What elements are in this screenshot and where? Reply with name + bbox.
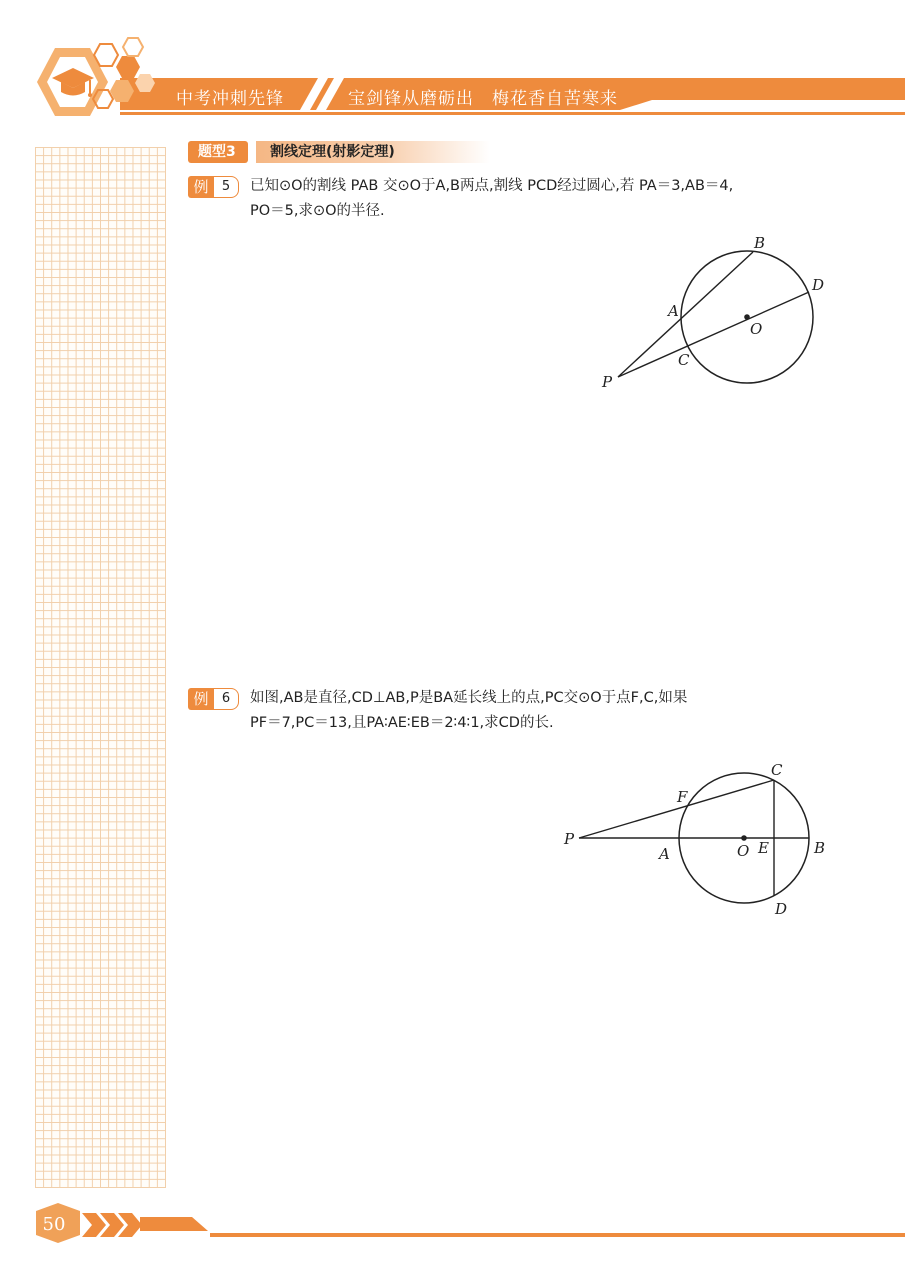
figure-example-6 <box>555 755 845 925</box>
figure-example-5 <box>590 228 840 398</box>
figure-label: F <box>677 788 688 806</box>
section-tag: 题型3 <box>188 141 248 163</box>
figure-label: B <box>754 234 766 252</box>
problem-line: 如图,AB是直径,CD⊥AB,P是BA延长线上的点,PC交⊙O于点F,C,如果 <box>250 690 688 706</box>
problem-line: PO＝5,求⊙O的半径. <box>250 203 385 219</box>
problem-line: PF＝7,PC＝13,且PA∶AE∶EB＝2∶4∶1,求CD的长. <box>250 715 554 731</box>
header-left-title: 中考冲刺先锋 <box>176 89 284 109</box>
example-label: 例 <box>188 176 214 198</box>
figure-label: C <box>678 351 690 369</box>
header-decoration <box>0 0 905 130</box>
figure-label: O <box>737 842 750 860</box>
figure-label: E <box>758 839 769 857</box>
header-right-title: 宝剑锋从磨砺出 梅花香自苦寒来 <box>348 89 618 109</box>
section-title: 割线定理(射影定理) <box>256 141 490 163</box>
graduation-cap-icon <box>50 64 96 104</box>
figure-label: P <box>602 373 613 391</box>
figure-label: P <box>564 830 575 848</box>
figure-label: D <box>775 900 788 918</box>
page-number: 50 <box>42 1214 66 1235</box>
figure-label: C <box>771 761 783 779</box>
figure-label: B <box>814 839 826 857</box>
figure-label: D <box>812 276 825 294</box>
example-6-text <box>250 686 840 736</box>
page-header <box>0 0 905 130</box>
example-number: 6 <box>214 688 239 710</box>
example-label: 例 <box>188 688 214 710</box>
page-footer <box>0 1195 905 1255</box>
scratch-grid <box>35 147 166 1188</box>
figure-label: A <box>668 302 679 320</box>
figure-label: A <box>659 845 670 863</box>
example-number: 5 <box>214 176 239 198</box>
problem-line: 已知⊙O的割线 PAB 交⊙O于A,B两点,割线 PCD经过圆心,若 PA＝3,AB＝4, <box>250 178 734 194</box>
example-5-text <box>250 174 840 224</box>
figure-label: O <box>750 320 763 338</box>
